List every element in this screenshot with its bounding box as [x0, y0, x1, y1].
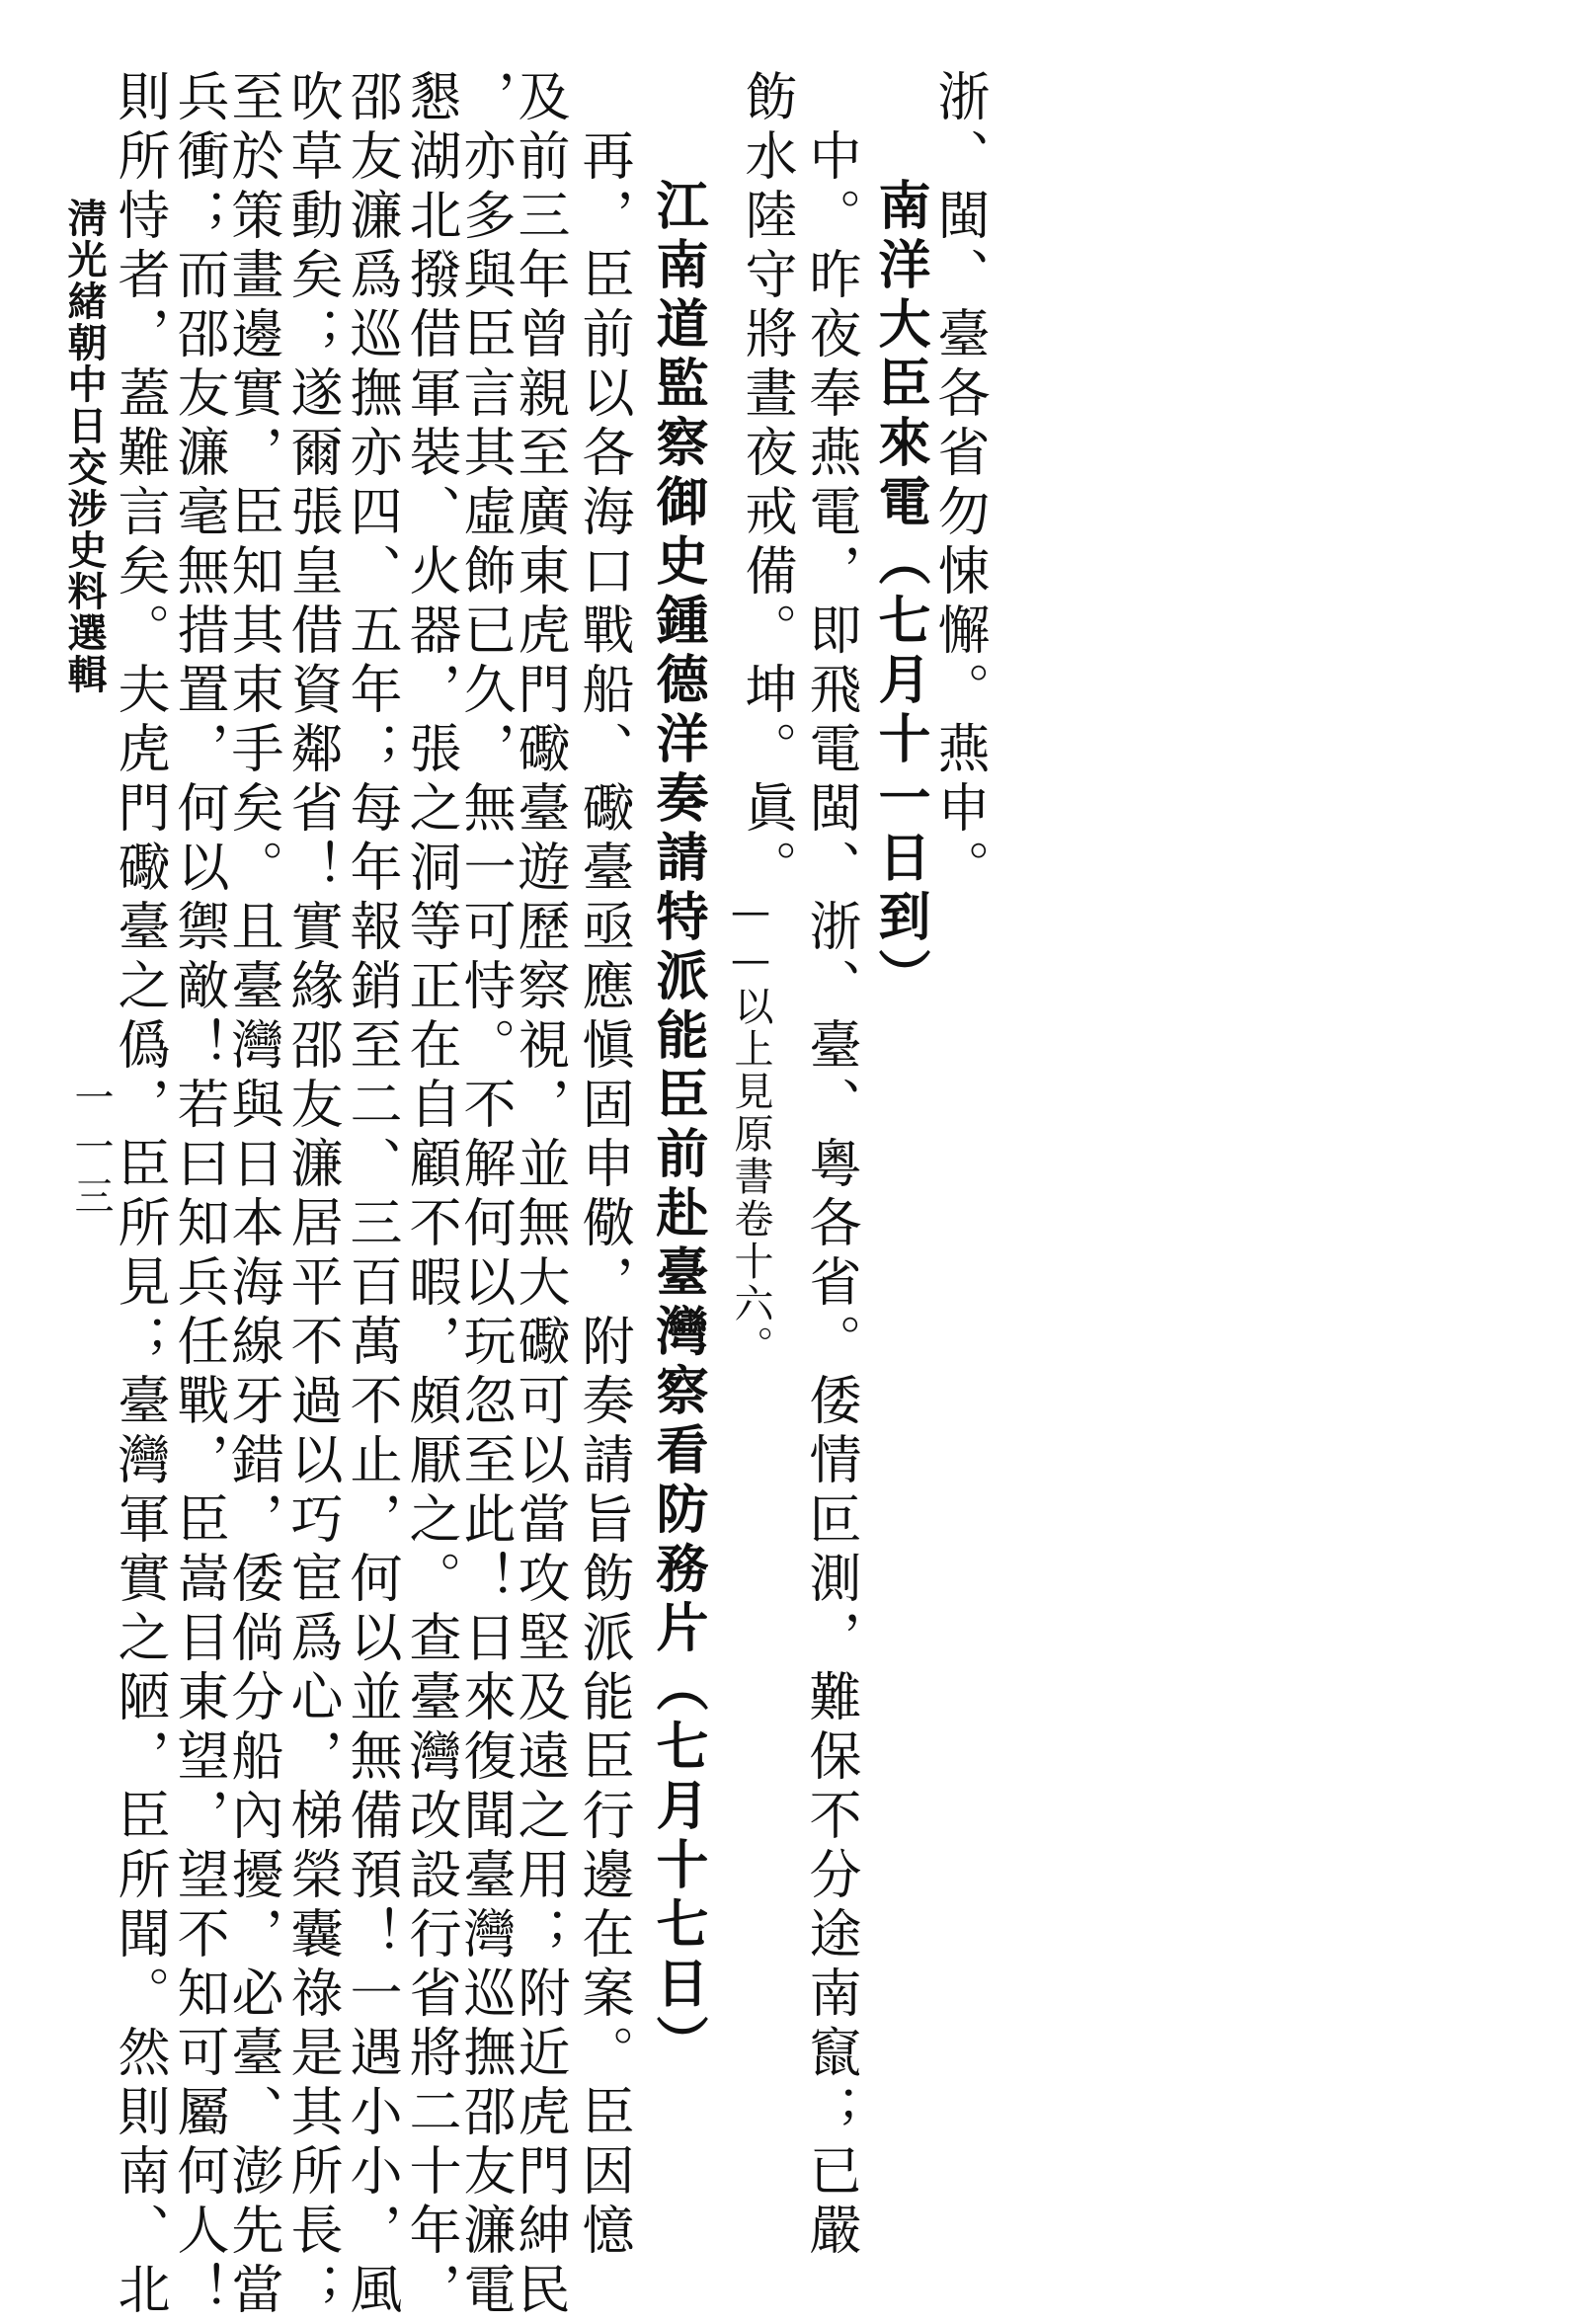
text-line-7: 再，臣前以各海口戰船、礮臺亟應愼固申儆，附奏請旨飭派能臣行邊在案。臣因憶: [574, 128, 634, 2262]
text-line-8: 及前三年曾親至廣東虎門礮臺遊歷察視，並無大礮可以當攻堅及遠之用；附近虎門紳民: [510, 69, 570, 2321]
page-number: 一一三: [68, 1077, 114, 1225]
text-line-1: 浙、閩、臺各省勿悚懈。燕申。: [929, 69, 990, 899]
text-line-13: 至於策畫邊實，臣知其束手矣。且臺灣與日本海線牙錯，倭倘分船內擾，必臺、澎先當: [223, 69, 283, 2321]
running-footer-book-title: 淸光緒朝中日交涉史料選輯: [61, 198, 108, 695]
text-line-15: 則所恃者，蓋難言矣。夫虎門礮臺之僞，臣所見；臺灣軍實之陋，臣所聞。然則南、北: [110, 69, 170, 2321]
text-line-12: 吹草動矣；遂爾張皇借資鄰省！實緣邵友濂居平不過以巧宦爲心，梯榮囊祿是其所長；: [282, 69, 343, 2321]
text-line-14: 兵衝；而邵友濂毫無措置，何以禦敵！若曰知兵任戰，臣嵩目東望，望不知可屬何人！: [169, 69, 229, 2321]
text-line-9: ，亦多與臣言其虛飾已久，無一可恃。不解何以玩忽至此！日來復聞臺灣巡撫邵友濂電: [455, 69, 516, 2321]
source-note: ——以上見原書卷十六。: [728, 889, 773, 1368]
text-line-10: 懇湖北撥借軍裝、火器，張之洞等正在自顧不暇，頗厭之。查臺灣改設行省將二十年，: [401, 69, 461, 2321]
section-heading-nanyang-telegram: 南洋大臣來電（七月十一日到）: [870, 178, 931, 1007]
text-line-4: 飭水陸守將晝夜戒備。坤。眞。: [737, 69, 797, 899]
text-line-3: 中。昨夜奉燕電，即飛電閩、浙、臺、粵各省。倭情叵測，難保不分途南竄；已嚴: [801, 128, 861, 2262]
text-line-11: 邵友濂爲巡撫亦四、五年；每年報銷至二、三百萬不止，何以並無備預！一遇小小，風: [342, 69, 402, 2321]
section-heading-memorial: 江南道監察御史鍾德洋奏請特派能臣前赴臺灣察看防務片（七月十七日）: [648, 178, 709, 2074]
